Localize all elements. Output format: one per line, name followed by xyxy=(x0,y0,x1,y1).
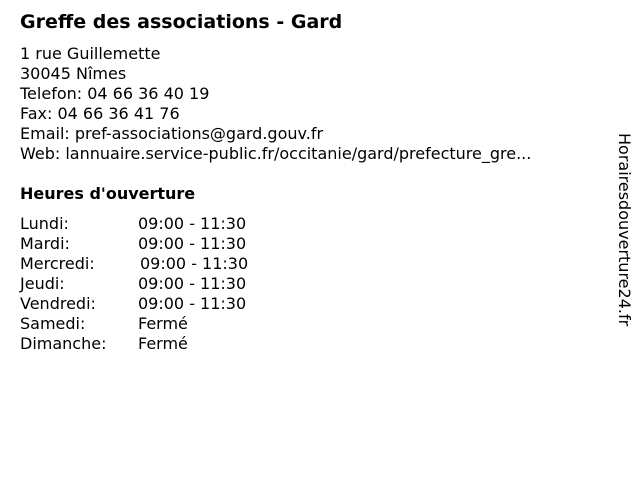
hours-row-thursday xyxy=(20,274,320,294)
day-hours: 09:00 - 11:30 xyxy=(138,234,247,253)
web-text: Web: lannuaire.service-public.fr/occitanie/gard/prefecture_gre... xyxy=(20,144,532,163)
hours-table xyxy=(20,214,320,354)
contact-info xyxy=(20,44,531,164)
day-label: Dimanche: xyxy=(20,334,107,353)
address-line1: 1 rue Guillemette xyxy=(20,44,161,63)
address-line2: 30045 Nîmes xyxy=(20,64,127,83)
hours-row-sunday xyxy=(20,334,320,354)
day-label: Samedi: xyxy=(20,314,86,333)
business-name: Greffe des associations - Gard xyxy=(20,11,343,33)
day-label: Lundi: xyxy=(20,214,69,233)
day-hours: 09:00 - 11:30 xyxy=(138,274,247,293)
site-watermark: Horairesdouverture24.fr xyxy=(615,133,634,327)
day-hours: Fermé xyxy=(138,314,188,333)
hours-row-monday xyxy=(20,214,320,234)
day-hours: 09:00 - 11:30 xyxy=(140,254,249,273)
hours-row-wednesday xyxy=(20,254,320,274)
day-label: Mardi: xyxy=(20,234,70,253)
day-label: Vendredi: xyxy=(20,294,96,313)
email-text: Email: pref-associations@gard.gouv.fr xyxy=(20,124,324,143)
day-label: Mercredi: xyxy=(20,254,95,273)
hours-heading: Heures d'ouverture xyxy=(20,184,196,203)
phone-text: Telefon: 04 66 36 40 19 xyxy=(20,84,210,103)
day-label: Jeudi: xyxy=(20,274,65,293)
hours-row-tuesday xyxy=(20,234,320,254)
fax-text: Fax: 04 66 36 41 76 xyxy=(20,104,180,123)
day-hours: 09:00 - 11:30 xyxy=(138,214,247,233)
hours-row-friday xyxy=(20,294,320,314)
day-hours: Fermé xyxy=(138,334,188,353)
day-hours: 09:00 - 11:30 xyxy=(138,294,247,313)
hours-row-saturday xyxy=(20,314,320,334)
